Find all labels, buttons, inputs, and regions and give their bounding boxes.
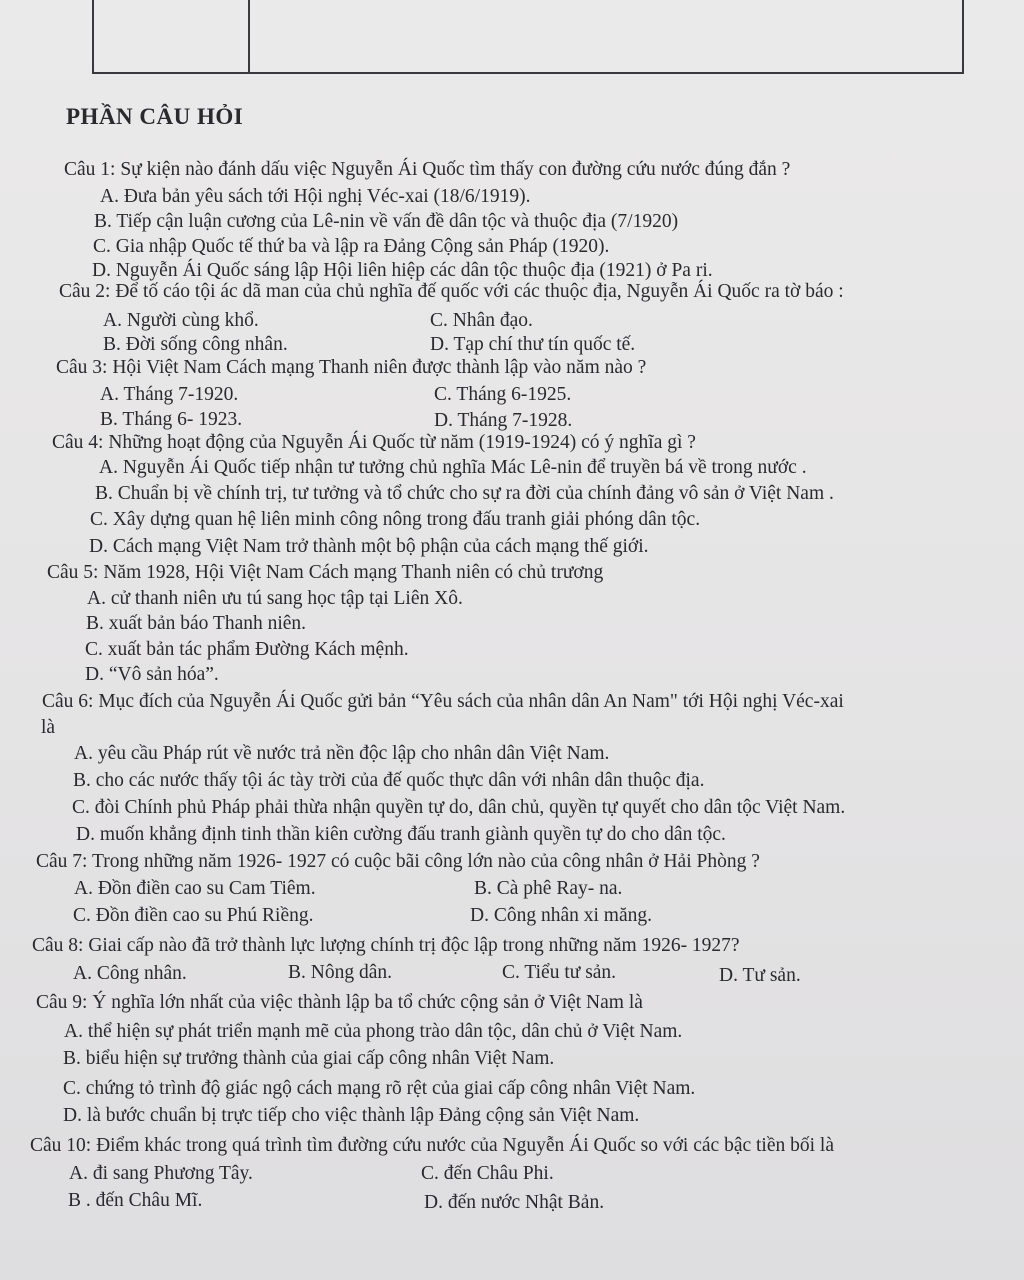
q4-option-a: A. Nguyễn Ái Quốc tiếp nhận tư tưởng chủ nghĩa Mác Lê-nin để truyền bá về trong nước . [99, 457, 807, 478]
q10-option-c: C. đến Châu Phi. [421, 1163, 554, 1184]
q6-option-d: D. muốn khẳng định tinh thần kiên cường đấu tranh giành quyền tự do cho dân tộc. [76, 824, 726, 845]
q10-option-a: A. đi sang Phương Tây. [69, 1163, 253, 1184]
header-table-divider [248, 0, 250, 72]
q7-option-d: D. Công nhân xi măng. [470, 905, 652, 926]
question-2: Câu 2: Để tố cáo tội ác dã man của chủ nghĩa đế quốc với các thuộc địa, Nguyễn Ái Quốc ra tờ báo : [59, 281, 844, 302]
header-table [92, 0, 964, 74]
q9-option-a: A. thể hiện sự phát triển mạnh mẽ của phong trào dân tộc, dân chủ ở Việt Nam. [64, 1021, 683, 1042]
question-9: Câu 9: Ý nghĩa lớn nhất của việc thành lập ba tổ chức cộng sản ở Việt Nam là [36, 992, 643, 1013]
q2-option-b: B. Đời sống công nhân. [103, 334, 288, 355]
q5-option-d: D. “Vô sản hóa”. [85, 664, 219, 685]
question-6: Câu 6: Mục đích của Nguyễn Ái Quốc gửi bản “Yêu sách của nhân dân An Nam" tới Hội nghị Véc-xai [42, 691, 844, 712]
section-title: PHẦN CÂU HỎI [66, 104, 244, 129]
q10-option-b: B . đến Châu Mĩ. [68, 1190, 203, 1211]
q1-option-d: D. Nguyễn Ái Quốc sáng lập Hội liên hiệp các dân tộc thuộc địa (1921) ở Pa ri. [92, 260, 713, 281]
question-8: Câu 8: Giai cấp nào đã trở thành lực lượng chính trị độc lập trong những năm 1926- 1927? [32, 935, 740, 956]
q4-option-b: B. Chuẩn bị về chính trị, tư tưởng và tổ chức cho sự ra đời của chính đảng vô sản ở Việt Nam . [95, 483, 834, 504]
q1-option-c: C. Gia nhập Quốc tế thứ ba và lập ra Đảng Cộng sản Pháp (1920). [93, 236, 610, 257]
q1-option-a: A. Đưa bản yêu sách tới Hội nghị Véc-xai (18/6/1919). [100, 186, 531, 207]
q6-option-a: A. yêu cầu Pháp rút về nước trả nền độc lập cho nhân dân Việt Nam. [74, 743, 610, 764]
q1-option-b: B. Tiếp cận luận cương của Lê-nin về vấn đề dân tộc và thuộc địa (7/1920) [94, 211, 679, 232]
question-7: Câu 7: Trong những năm 1926- 1927 có cuộc bãi công lớn nào của công nhân ở Hải Phòng ? [36, 851, 760, 872]
question-6-continued: là [41, 717, 56, 738]
q4-option-c: C. Xây dựng quan hệ liên minh công nông trong đấu tranh giải phóng dân tộc. [90, 509, 701, 530]
question-3: Câu 3: Hội Việt Nam Cách mạng Thanh niên được thành lập vào năm nào ? [56, 357, 647, 378]
q7-option-c: C. Đồn điền cao su Phú Riềng. [73, 905, 314, 926]
q5-option-c: C. xuất bản tác phẩm Đường Kách mệnh. [85, 639, 409, 660]
q2-option-d: D. Tạp chí thư tín quốc tế. [430, 334, 636, 355]
q3-option-b: B. Tháng 6- 1923. [100, 409, 243, 430]
q2-option-a: A. Người cùng khổ. [103, 310, 259, 331]
q7-option-b: B. Cà phê Ray- na. [474, 878, 623, 899]
q9-option-c: C. chứng tỏ trình độ giác ngộ cách mạng rõ rệt của giai cấp công nhân Việt Nam. [63, 1078, 696, 1099]
q9-option-b: B. biểu hiện sự trưởng thành của giai cấp công nhân Việt Nam. [63, 1048, 555, 1069]
q5-option-b: B. xuất bản báo Thanh niên. [86, 613, 307, 634]
question-5: Câu 5: Năm 1928, Hội Việt Nam Cách mạng Thanh niên có chủ trương [47, 562, 604, 583]
q6-option-c: C. đòi Chính phủ Pháp phải thừa nhận quyền tự do, dân chủ, quyền tự quyết cho dân tộc Việt Nam. [72, 797, 846, 818]
q8-option-b: B. Nông dân. [288, 962, 392, 983]
q3-option-d: D. Tháng 7-1928. [434, 410, 573, 431]
q4-option-d: D. Cách mạng Việt Nam trở thành một bộ phận của cách mạng thế giới. [89, 536, 649, 557]
q10-option-d: D. đến nước Nhật Bản. [424, 1192, 605, 1213]
q6-option-b: B. cho các nước thấy tội ác tày trời của đế quốc thực dân với nhân dân thuộc địa. [73, 770, 705, 791]
q3-option-a: A. Tháng 7-1920. [100, 384, 239, 405]
q7-option-a: A. Đồn điền cao su Cam Tiêm. [74, 878, 316, 899]
question-10: Câu 10: Điểm khác trong quá trình tìm đường cứu nước của Nguyễn Ái Quốc so với các bậc tiền bối là [30, 1135, 834, 1156]
q8-option-c: C. Tiểu tư sản. [502, 962, 617, 983]
q3-option-c: C. Tháng 6-1925. [434, 384, 572, 405]
question-4: Câu 4: Những hoạt động của Nguyễn Ái Quốc từ năm (1919-1924) có ý nghĩa gì ? [52, 432, 696, 453]
q8-option-d: D. Tư sản. [719, 965, 801, 986]
question-1: Câu 1: Sự kiện nào đánh dấu việc Nguyễn Ái Quốc tìm thấy con đường cứu nước đúng đắn ? [64, 159, 791, 180]
q5-option-a: A. cử thanh niên ưu tú sang học tập tại Liên Xô. [87, 588, 463, 609]
q9-option-d: D. là bước chuẩn bị trực tiếp cho việc thành lập Đảng cộng sản Việt Nam. [63, 1105, 640, 1126]
q8-option-a: A. Công nhân. [73, 963, 187, 984]
q2-option-c: C. Nhân đạo. [430, 310, 533, 331]
